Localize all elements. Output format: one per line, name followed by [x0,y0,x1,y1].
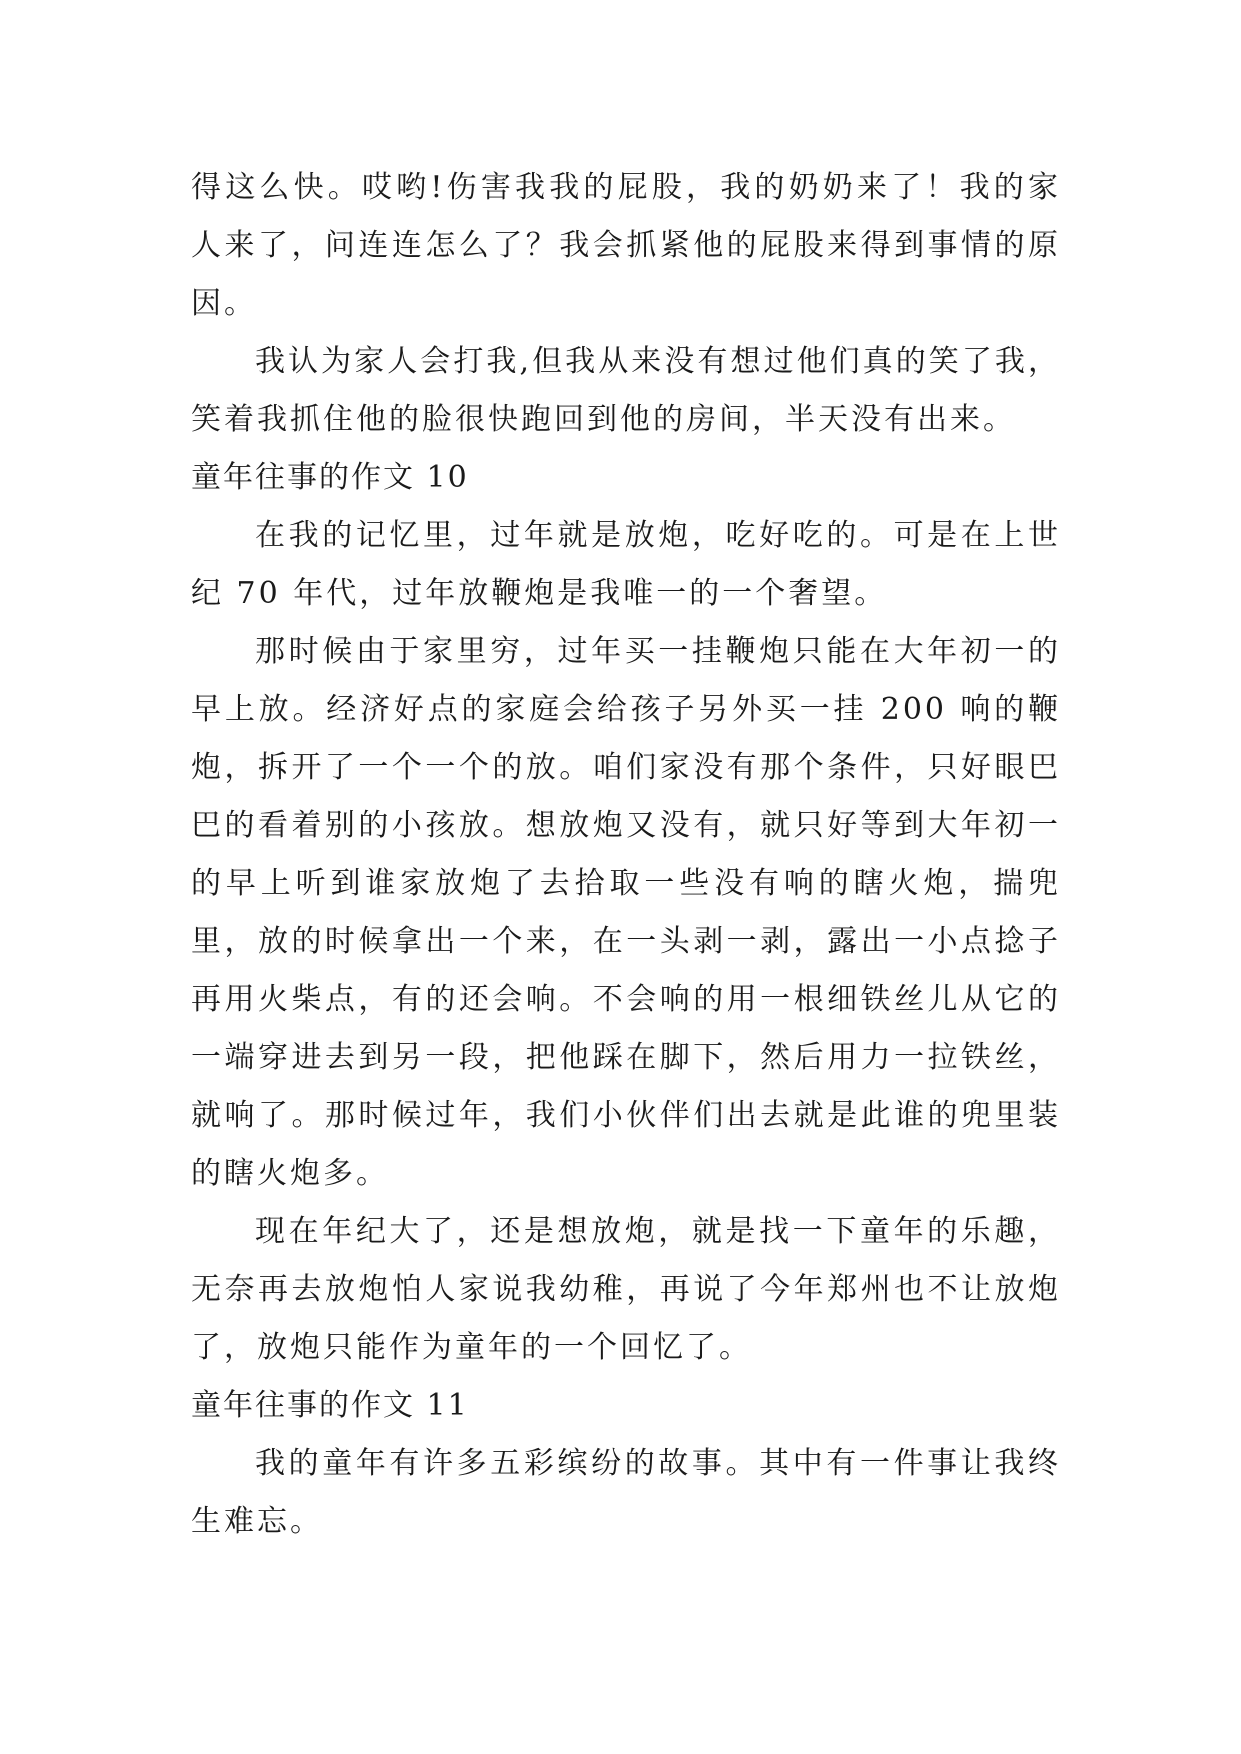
paragraph-continuation: 得这么快。哎哟!伤害我我的屁股，我的奶奶来了！我的家人来了，问连连怎么了？我会抓紧他的屁股来得到事情的原因。 [191,170,1061,321]
paragraph: 我的童年有许多五彩缤纷的故事。其中有一件事让我终生难忘。 [191,1446,1061,1539]
paragraph: 在我的记忆里，过年就是放炮，吃好吃的。可是在上世纪 70 年代，过年放鞭炮是我唯一的一个奢望。 [191,518,1061,611]
paragraph: 现在年纪大了，还是想放炮，就是找一下童年的乐趣，无奈再去放炮怕人家说我幼稚，再说了今年郑州也不让放炮了，放炮只能作为童年的一个回忆了。 [191,1214,1061,1365]
paragraph: 那时候由于家里穷，过年买一挂鞭炮只能在大年初一的早上放。经济好点的家庭会给孩子另外买一挂 200 响的鞭炮，拆开了一个一个的放。咱们家没有那个条件，只好眼巴巴的看着别的小孩放。想放炮又没有，就只好等到大年初一的早上听到谁家放炮了去拾取一些没有响的瞎火炮，揣兜里，放的时候拿出一个来，在一头剥一剥，露出一小点捻子再用火柴点，有的还会响。不会响的用一根细铁丝儿从它的一端穿进去到另一段，把他踩在脚下，然后用力一拉铁丝，就响了。那时候过年，我们小伙伴们出去就是此谁的兜里装的瞎火炮多。 [191,634,1061,1191]
section-heading: 童年往事的作文 11 [191,1388,469,1423]
paragraph: 我认为家人会打我,但我从来没有想过他们真的笑了我，笑着我抓住他的脸很快跑回到他的房间，半天没有出来。 [191,344,1061,437]
document-page [191,159,1061,1551]
section-heading: 童年往事的作文 10 [191,460,469,495]
